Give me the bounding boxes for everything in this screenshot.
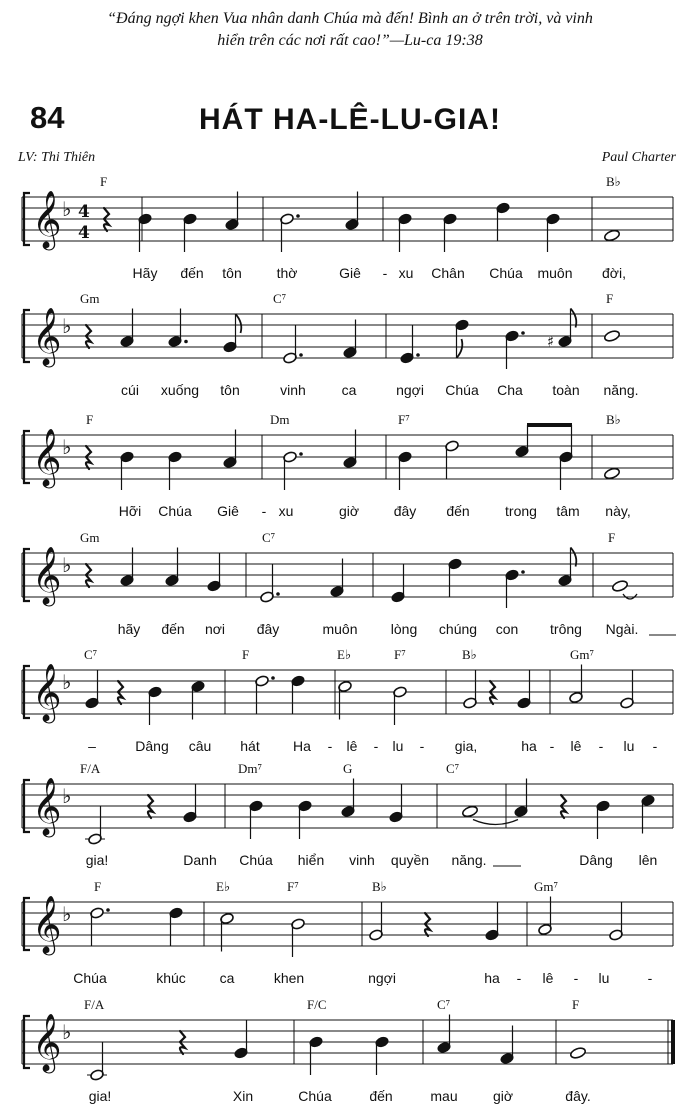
lyric-syllable: khúc <box>156 970 186 986</box>
lyric-syllable: nơi <box>204 621 226 637</box>
lyric-syllable: - <box>549 738 555 754</box>
lyric-syllable: gia! <box>88 1088 112 1104</box>
lyric-syllable: ca <box>219 970 235 986</box>
flat-key-signature-icon: ♭ <box>62 670 72 694</box>
lyric-syllable: - <box>373 738 379 754</box>
hymn-title: HÁT HA-LÊ-LU-GIA! <box>199 103 501 136</box>
lyric-syllable: đời, <box>602 265 626 281</box>
lyric-syllable: - <box>652 738 658 754</box>
chord-symbol: E♭ <box>337 647 352 662</box>
flat-key-signature-icon: ♭ <box>62 784 72 808</box>
staff-system-1 <box>22 174 673 281</box>
chord-symbol: C⁷ <box>262 530 276 545</box>
lyric-syllable: khen <box>273 970 305 986</box>
chord-symbol: E♭ <box>216 879 231 894</box>
augmentation-dot <box>276 592 280 596</box>
chord-symbol: Dm⁷ <box>238 761 263 776</box>
lyric-syllable: trong <box>505 503 537 519</box>
lyric-syllable: lu <box>598 970 610 986</box>
lyric-syllable: - <box>598 738 604 754</box>
lyric-syllable: - <box>573 970 579 986</box>
lyric-syllable: Giê <box>339 265 361 281</box>
chord-symbol: F <box>572 997 580 1012</box>
lyric-syllable: quyền <box>390 852 430 868</box>
staff-system-4 <box>22 530 673 637</box>
augmentation-dot <box>271 676 275 680</box>
lyric-syllable: - <box>647 970 653 986</box>
time-signature-top: 4 <box>78 202 90 222</box>
lyric-syllable: Chân <box>431 265 465 281</box>
augmentation-dot <box>416 353 420 357</box>
lyric-syllable: muôn <box>537 265 573 281</box>
lyric-syllable: - <box>261 503 267 519</box>
chord-symbol: F⁷ <box>398 412 410 427</box>
chord-symbol: C⁷ <box>446 761 460 776</box>
lyric-syllable: Ngài. <box>605 621 639 637</box>
lyric-syllable: toàn <box>552 382 580 398</box>
notehead <box>603 229 620 242</box>
lyric-syllable: Hãy <box>132 265 158 281</box>
treble-clef-icon: 𝄞 <box>32 1013 62 1071</box>
augmentation-dot <box>106 908 110 912</box>
lyric-syllable: - <box>516 970 522 986</box>
treble-clef-icon: 𝄞 <box>32 546 62 604</box>
chord-symbol: F/A <box>80 761 101 776</box>
chord-symbol: C⁷ <box>437 997 451 1012</box>
chord-symbol: C⁷ <box>84 647 98 662</box>
lyric-syllable: ngợi <box>368 970 396 986</box>
notehead <box>461 805 478 818</box>
lyric-syllable: chúng <box>438 621 478 637</box>
lyric-syllable: đây. <box>565 1088 591 1104</box>
lyric-syllable: xuống <box>160 382 200 398</box>
chord-symbol: F <box>606 291 614 306</box>
eighth-flag <box>236 314 242 333</box>
lyric-syllable: đây <box>256 621 280 637</box>
flat-key-signature-icon: ♭ <box>62 1020 72 1044</box>
lyric-syllable: cúi <box>121 382 139 398</box>
augmentation-dot <box>299 452 303 456</box>
treble-clef-icon: 𝄞 <box>32 190 62 248</box>
hymn-number: 84 <box>30 100 65 135</box>
lyric-syllable: Hỡi <box>118 503 142 519</box>
notehead <box>611 579 628 592</box>
notehead <box>603 329 620 342</box>
chord-symbol: Gm <box>80 530 100 545</box>
note-beam <box>527 423 572 427</box>
epigraph-line-2: hiển trên các nơi rất cao!”—Lu-ca 19:38 <box>217 32 483 49</box>
chord-symbol: B♭ <box>372 879 387 894</box>
augmentation-dot <box>299 353 303 357</box>
lyric-syllable: Danh <box>183 852 217 868</box>
chord-symbol: Dm <box>270 412 290 427</box>
lyric-syllable: đây <box>393 503 417 519</box>
lyric-syllable: lên <box>638 852 658 868</box>
lyric-syllable: hiển <box>297 852 325 868</box>
staff-system-7 <box>22 879 673 986</box>
augmentation-dot <box>296 214 300 218</box>
lyric-syllable: tôn <box>220 382 240 398</box>
lyric-syllable: lòng <box>390 621 418 637</box>
lyric-syllable: ha <box>521 738 537 754</box>
chord-symbol: Gm⁷ <box>534 879 559 894</box>
chord-symbol: F <box>608 530 616 545</box>
lyric-syllable: Chúa <box>239 852 273 868</box>
lyric-syllable: vinh <box>280 382 306 398</box>
lyric-syllable: lu <box>392 738 404 754</box>
treble-clef-icon: 𝄞 <box>32 428 62 486</box>
treble-clef-icon: 𝄞 <box>32 663 62 721</box>
staff-system-2 <box>22 291 673 398</box>
lyric-syllable: gia, <box>454 738 478 754</box>
lyric-syllable: tôn <box>222 265 242 281</box>
augmentation-dot <box>184 340 188 344</box>
lyric-syllable: con <box>495 621 519 637</box>
staff-system-3 <box>22 412 673 519</box>
notehead <box>569 1046 586 1059</box>
flat-key-signature-icon: ♭ <box>62 197 72 221</box>
chord-symbol: G <box>343 761 353 776</box>
lyric-syllable: Ha <box>293 738 311 754</box>
lyric-syllable: lê <box>542 970 554 986</box>
chord-symbol: F <box>242 647 250 662</box>
lyric-syllable: - <box>382 265 388 281</box>
treble-clef-icon: 𝄞 <box>32 307 62 365</box>
lyric-syllable: đến <box>180 265 204 281</box>
lyric-syllable: - <box>419 738 425 754</box>
time-signature-bottom: 4 <box>78 223 90 243</box>
lyric-syllable: lu <box>623 738 635 754</box>
chord-symbol: Gm <box>80 291 100 306</box>
augmentation-dot <box>521 570 525 574</box>
chord-symbol: F/A <box>84 997 105 1012</box>
lyric-syllable: lê <box>570 738 582 754</box>
lyric-syllable: Chúa <box>445 382 479 398</box>
lyric-syllable: lê <box>346 738 358 754</box>
chord-symbol: F <box>86 412 94 427</box>
lyric-syllable: tâm <box>556 503 580 519</box>
lyric-syllable: Cha <box>497 382 523 398</box>
lyric-syllable: xu <box>398 265 414 281</box>
lyric-syllable: này, <box>605 503 631 519</box>
flat-key-signature-icon: ♭ <box>62 314 72 338</box>
lyric-syllable: Chúa <box>298 1088 332 1104</box>
lyric-syllable: thờ <box>276 265 298 281</box>
lyric-syllable: Dâng <box>579 852 613 868</box>
lyric-syllable: Chúa <box>158 503 192 519</box>
lyric-syllable: Dâng <box>135 738 169 754</box>
chord-symbol: C⁷ <box>273 291 287 306</box>
chord-symbol: Gm⁷ <box>570 647 595 662</box>
lyricist-credit: LV: Thi Thiên <box>18 150 96 165</box>
lyric-syllable: muôn <box>322 621 358 637</box>
treble-clef-icon: 𝄞 <box>32 895 62 953</box>
chord-symbol: F/C <box>307 997 327 1012</box>
flat-key-signature-icon: ♭ <box>62 553 72 577</box>
lyric-syllable: giờ <box>338 503 360 519</box>
lyric-syllable: đến <box>446 503 470 519</box>
lyric-syllable: vinh <box>349 852 375 868</box>
flat-key-signature-icon: ♭ <box>62 902 72 926</box>
chord-symbol: F <box>94 879 102 894</box>
staff-system-6 <box>22 761 673 868</box>
lyric-syllable: hãy <box>117 621 141 637</box>
eighth-flag <box>457 339 463 358</box>
final-barline <box>671 1020 675 1064</box>
composer-credit: Paul Charter <box>601 150 676 165</box>
lyric-syllable: trông <box>550 621 582 637</box>
lyric-syllable: Chúa <box>489 265 523 281</box>
lyric-syllable: - <box>327 738 333 754</box>
lyric-syllable: xu <box>278 503 294 519</box>
lyric-syllable: Xin <box>232 1088 254 1104</box>
chord-symbol: B♭ <box>606 412 621 427</box>
lyric-syllable: Giê <box>217 503 239 519</box>
lyric-syllable: – <box>88 738 96 754</box>
treble-clef-icon: 𝄞 <box>32 777 62 835</box>
lyric-syllable: gia! <box>85 852 109 868</box>
chord-symbol: F⁷ <box>394 647 406 662</box>
lyric-syllable: năng. <box>451 852 487 868</box>
notehead <box>603 467 620 480</box>
chord-symbol: F <box>100 174 108 189</box>
lyric-syllable: mau <box>430 1088 458 1104</box>
lyric-syllable: đến <box>161 621 185 637</box>
lyric-syllable: hát <box>240 738 260 754</box>
lyric-syllable: đến <box>369 1088 393 1104</box>
lyric-syllable: câu <box>188 738 212 754</box>
lyric-syllable: ca <box>341 382 357 398</box>
epigraph-line-1: “Đáng ngợi khen Vua nhân danh Chúa mà đến! Bình an ở trên trời, và vinh <box>107 10 593 27</box>
augmentation-dot <box>521 331 525 335</box>
chord-symbol: B♭ <box>462 647 477 662</box>
staff-system-5 <box>22 647 673 754</box>
lyric-syllable: ha <box>484 970 500 986</box>
lyric-syllable: năng. <box>603 382 639 398</box>
flat-key-signature-icon: ♭ <box>62 435 72 459</box>
lyric-syllable: Chúa <box>73 970 107 986</box>
lyric-syllable: ngợi <box>396 382 424 398</box>
tie <box>473 820 518 825</box>
chord-symbol: B♭ <box>606 174 621 189</box>
staff-system-8 <box>22 997 675 1104</box>
lyric-syllable: giờ <box>492 1088 514 1104</box>
chord-symbol: F⁷ <box>287 879 299 894</box>
sharp-accidental-icon: ♯ <box>547 332 555 351</box>
